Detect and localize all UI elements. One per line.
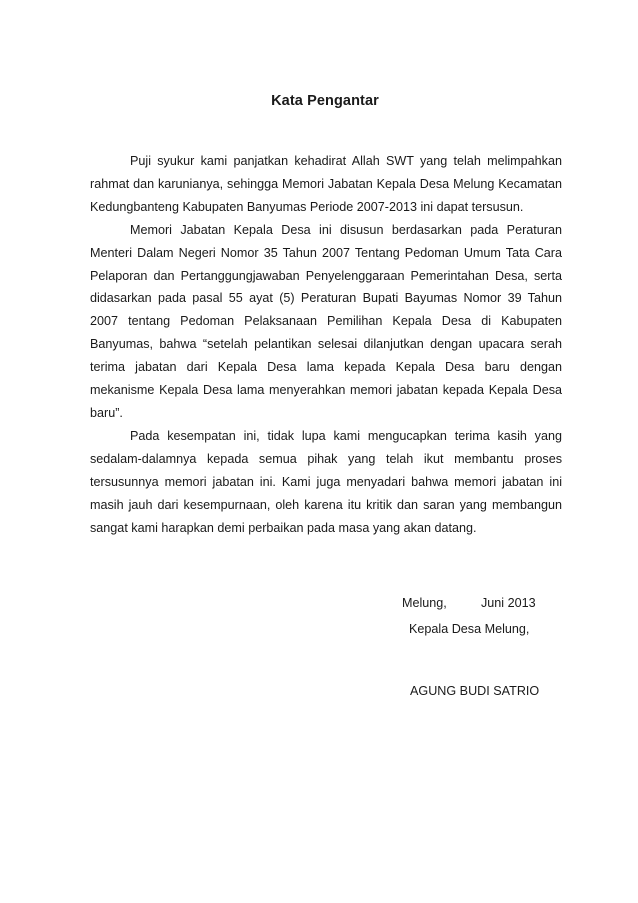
paragraph-intro: Puji syukur kami panjatkan kehadirat Allah SWT yang telah melimpahkan rahmat dan karunianya, sehingga Memori Jabatan Kepala Desa Melung Kecamatan Kedungbanteng Kabupaten Banyumas Periode 2007-2013 ini dapat tersusun.: [90, 154, 562, 214]
document-title: Kata Pengantar: [271, 93, 379, 109]
signature-date: Juni 2013: [481, 596, 536, 610]
paragraph-legal-basis: Memori Jabatan Kepala Desa ini disusun berdasarkan pada Peraturan Menteri Dalam Negeri Nomor 35 Tahun 2007 Tentang Pedoman Umum Tata Cara Pelaporan dan Pertanggungjawaban Penyelenggaraan Pemerintahan Desa, serta didasarkan pada pasal 55 ayat (5) Peraturan Bupati Bayumas Nomor 39 Tahun 2007 tentang Pedoman Pelaksanaan Pemilihan Kepala Desa di Kabupaten Banyumas, bahwa “setelah pelantikan selesai dilanjutkan dengan upacara serah terima jabatan dari Kepala Desa lama kepada Kepala Desa baru dengan mekanisme Kepala Desa lama menyerahkan memori jabatan kepada Kepala Desa baru”.: [90, 222, 562, 420]
paragraph-acknowledgement: Pada kesempatan ini, tidak lupa kami mengucapkan terima kasih yang sedalam-dalamnya kepada semua pihak yang telah ikut membantu proses tersusunnya memori jabatan ini. Kami juga menyadari bahwa memori jabatan ini masih jauh dari kesempurnaan, oleh karena itu kritik dan saran yang membangun sangat kami harapkan demi perbaikan pada masa yang akan datang.: [90, 428, 562, 535]
signature-position: Kepala Desa Melung,: [409, 622, 530, 636]
signature-name: AGUNG BUDI SATRIO: [410, 684, 540, 698]
signature-place: Melung,: [402, 596, 447, 610]
